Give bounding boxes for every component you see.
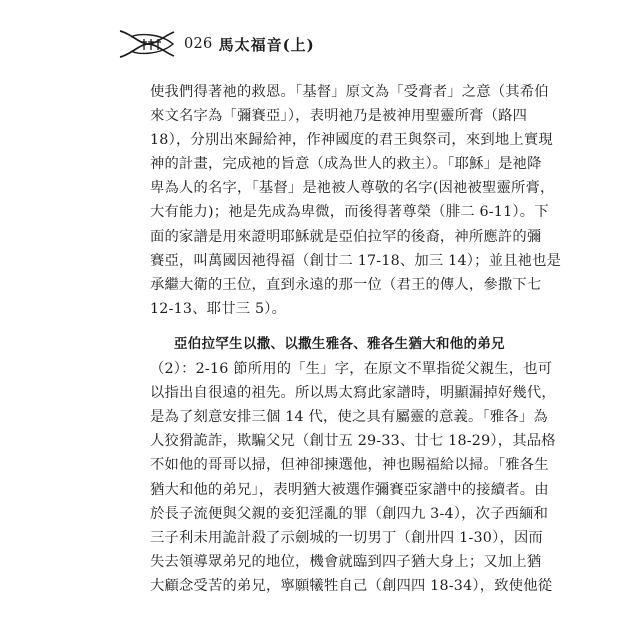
text-line: 是為了刻意安排三個 14 代，使之具有屬靈的意義。「雅各」為 <box>150 409 548 426</box>
text-line: 於長子流便與父親的妾犯淫亂的罪（創四九 3-4），次子西緬和 <box>150 505 549 522</box>
text-line: 大有能力)；祂是先成為卑微，而後得著尊榮（腓二 6-11）。下 <box>150 204 549 221</box>
text-line: 以指出自很遠的祖先。所以馬太寫此家譜時，明顯漏掉好幾代， <box>150 385 556 402</box>
text-line: 神的計畫，完成祂的旨意（成為世人的救主）。「耶穌」是祂降 <box>150 156 542 173</box>
text-line: 人狡猾詭詐，欺騙父兄（創廿五 29-33、廿七 18-29），其品格 <box>150 433 556 450</box>
text-line: 猶大和他的弟兄」，表明猶大被選作彌賽亞家譜中的接續者。由 <box>150 481 549 498</box>
fish-cross-icon <box>118 28 176 60</box>
text-line: 來文名字為「彌賽亞」），表明祂乃是被神用聖靈所膏（路四 <box>150 108 528 125</box>
paragraph <box>150 80 562 321</box>
verse-heading: 亞伯拉罕生以撒、以撒生雅各、雅各生猶大和他的弟兄 <box>174 336 505 352</box>
text-line: 卑為人的名字，「基督」是祂被人尊敬的名字(因祂被聖靈所膏， <box>150 180 555 197</box>
text-line: 不如他的哥哥以掃，但神卻揀選他，神也賜福給以掃。「雅各生 <box>150 457 549 474</box>
running-header <box>118 28 315 60</box>
text-line: 使我們得著祂的救恩。「基督」原文為「受膏者」之意（其希伯 <box>150 84 549 100</box>
paragraph <box>150 333 556 598</box>
text-line: 面的家譜是用來證明耶穌就是亞伯拉罕的後裔，神所應許的彌 <box>150 228 542 245</box>
page-number: 026 <box>184 36 213 52</box>
book-title: 馬太福音(上) <box>218 35 315 54</box>
text-line: 失去領導眾弟兄的地位，機會就臨到四子猶大身上；又加上猶 <box>150 553 542 570</box>
text-line: 18），分別出來歸給神，作神國度的君王與祭司，來到地上實現 <box>150 132 553 149</box>
body-text <box>150 80 562 598</box>
text-line: 三子利未用詭計殺了示劍城的一切男丁（創卅四 1-30），因而 <box>150 529 543 546</box>
text-line: 賽亞，叫萬國因祂得福（創廿二 17-18、加三 14）；並且祂也是 <box>150 252 562 269</box>
text-line: 承繼大衛的王位，直到永遠的那一位（君王的傳人，參撒下七 <box>150 276 542 293</box>
text-line: （2）：2-16 節所用的「生」字，在原文不單指從父親生，也可 <box>150 361 553 378</box>
text-line: 12-13、耶廿三 5）。 <box>150 300 287 317</box>
text-line: 大顧念受苦的弟兄，寧願犧牲自己（創四四 18-34），致使他從 <box>150 577 553 594</box>
